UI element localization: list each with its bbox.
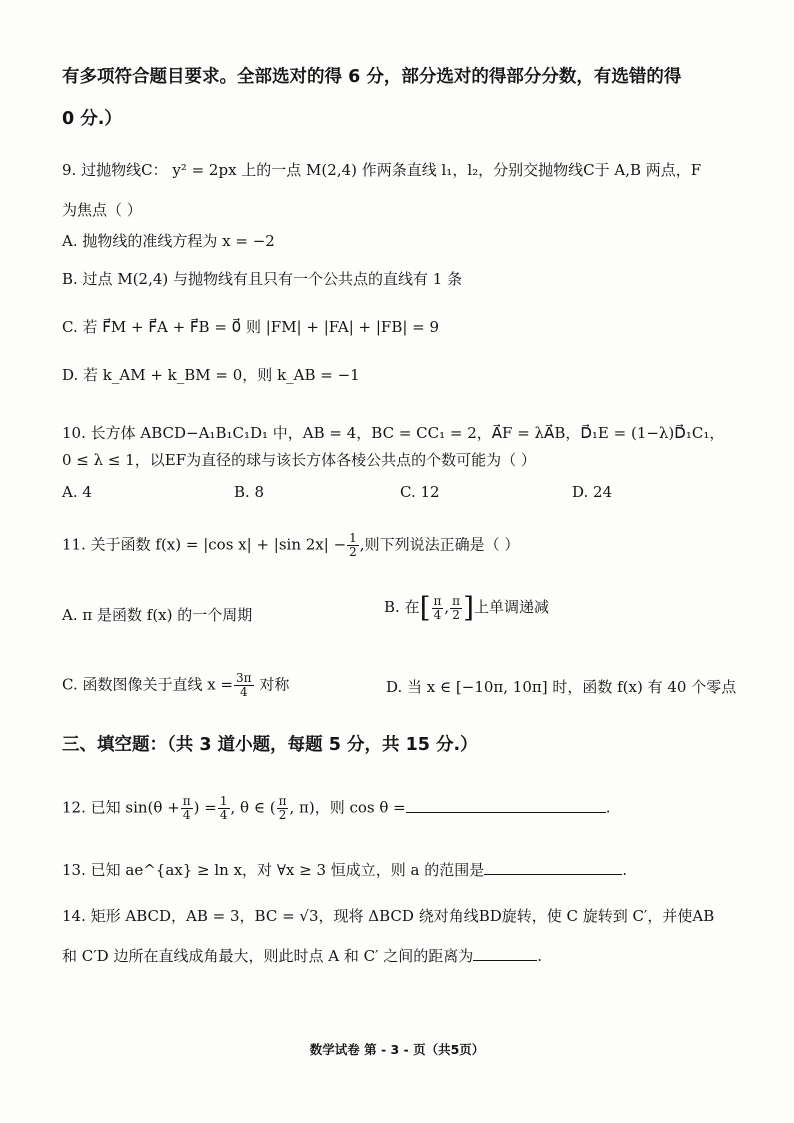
q13-answer-blank[interactable] — [484, 860, 622, 875]
q10-option-a: A. 4 — [62, 483, 92, 501]
q11-fraction: $\frac{1}{2}$ — [349, 531, 357, 559]
q11-option-d: D. 当 x ∈ [−10π, 10π] 时，函数 f(x) 有 40 个零点 — [386, 678, 737, 696]
q10-option-c: C. 12 — [400, 483, 440, 501]
q9-option-c: C. 若 F⃗M + F⃗A + F⃗B = 0⃗ 则 |FM| + |FA| + |FB| = 9 — [62, 318, 440, 336]
q9-option-b: B. 过点 M(2,4) 与抛物线有且只有一个公共点的直线有 1 条 — [62, 270, 463, 288]
q10-option-b: B. 8 — [234, 483, 265, 501]
q13: 13. 已知 ae^{ax} ≥ ln x，对 ∀x ≥ 3 恒成立，则 a 的范围是 . — [62, 861, 628, 879]
page-footer: 数学试卷 第 - 3 - 页（共5页） — [309, 1042, 485, 1057]
q11-stem — [62, 532, 519, 559]
q10-option-d: D. 24 — [572, 483, 613, 501]
q11-stem-pre: 11. 关于函数 f(x) = |cos x| + |sin 2x| − — [62, 535, 347, 554]
q11-stem-post: ,则下列说法正确是（ ） — [359, 535, 520, 554]
q11-option-a: A. π 是函数 f(x) 的一个周期 — [62, 606, 253, 624]
q11-option-c: C. 函数图像关于直线 x = $\frac{3\pi}{4}$ 对称 — [62, 671, 290, 699]
instruction-line-2: 0 分.） — [62, 109, 122, 129]
q12: 12. 已知 sin(θ + $\frac{\pi}{4}$ ) = $\frac{1}{4}$ , θ ∈ ( $\frac{\pi}{2}$ , π)，则 cos θ = . — [62, 794, 611, 822]
q10-stem-1: 10. 长方体 ABCD−A₁B₁C₁D₁ 中，AB = 4，BC = CC₁ = 2，A⃗F = λA⃗B，D⃗₁E = (1−λ)D⃗₁C₁， — [62, 424, 725, 442]
q9-stem-2: 为焦点（ ） — [62, 201, 142, 219]
q11-option-b: B. 在[ $\frac{\pi}{4}$ , $\frac{\pi}{2}$ ]上单调递减 — [384, 591, 550, 624]
section-3-title: 三、填空题：（共 3 道小题，每题 5 分，共 15 分.） — [62, 735, 478, 755]
instruction-line-1: 有多项符合题目要求。全部选对的得 6 分，部分选对的得部分分数，有选错的得 — [62, 67, 682, 87]
q9-option-a: A. 抛物线的准线方程为 x = −2 — [62, 232, 275, 250]
q9-option-d: D. 若 k_AM + k_BM = 0，则 k_AB = −1 — [62, 366, 360, 384]
q14-line-2: 和 C′D 边所在直线成角最大，则此时点 A 和 C′ 之间的距离为 . — [62, 947, 543, 965]
q12-answer-blank[interactable] — [406, 798, 606, 813]
q10-stem-2: 0 ≤ λ ≤ 1，以EF为直径的球与该长方体各棱公共点的个数可能为（ ） — [62, 451, 536, 469]
q14-line-1: 14. 矩形 ABCD，AB = 3，BC = √3，现将 ΔBCD 绕对角线BD旋转，使 C 旋转到 C′，并使AB — [62, 907, 715, 925]
q14-answer-blank[interactable] — [473, 946, 537, 961]
q9-stem-1: 9. 过抛物线C： y² = 2px 上的一点 M(2,4) 作两条直线 l₁，l₂，分别交抛物线C于 A,B 两点，F — [62, 161, 702, 179]
